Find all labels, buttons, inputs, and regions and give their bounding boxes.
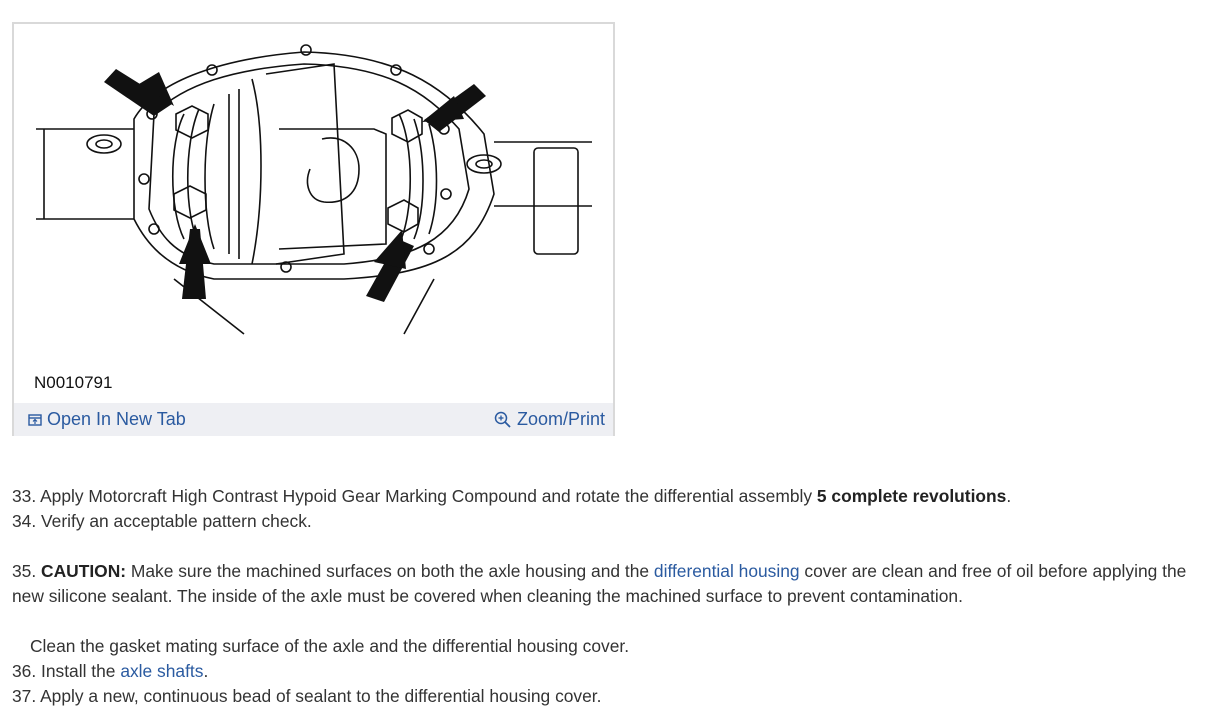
step-text: Apply Motorcraft High Contrast Hypoid Gear Marking Compound and rotate the differential assembly (40, 486, 817, 506)
step-text-end: . (1006, 486, 1012, 506)
figure-id: N0010791 (34, 373, 113, 392)
step-emphasis: 5 complete revolutions (816, 486, 1007, 506)
step-35 (12, 559, 1217, 609)
step-text-cont: cover are clean and free of oil before applying the new silicone sealant. The inside of the axle must be covered when cleaning the machined surface to prevent contamination. (12, 561, 1187, 606)
differential-illustration (14, 24, 613, 374)
procedure-steps (12, 484, 1217, 709)
step-number: 37. (12, 686, 37, 706)
caution-label: CAUTION: (41, 561, 127, 581)
step-37 (12, 684, 1217, 709)
step-36 (12, 659, 1217, 684)
figure-container (12, 22, 615, 436)
step-number: 35. (12, 561, 37, 581)
open-new-tab-icon (28, 413, 42, 427)
zoom-in-icon (494, 411, 512, 429)
zoom-print-link[interactable] (494, 409, 605, 430)
zoom-print-label: Zoom/Print (516, 409, 605, 429)
figure-toolbar (14, 403, 613, 436)
step-text: Make sure the machined surfaces on both the axle housing and the (126, 561, 654, 581)
step-number: 33. (12, 486, 37, 506)
step-text: Apply a new, continuous bead of sealant to the differential housing cover. (40, 686, 602, 706)
open-in-new-tab-label: Open In New Tab (47, 409, 186, 429)
step-number: 34. (12, 511, 37, 531)
open-in-new-tab-link[interactable] (28, 409, 186, 430)
step-text: Verify an acceptable pattern check. (41, 511, 312, 531)
step-text-end: . (203, 661, 209, 681)
step-number: 36. (12, 661, 37, 681)
step-34 (12, 509, 1217, 534)
axle-shafts-link[interactable]: axle shafts (120, 661, 204, 681)
step-35-substep: Clean the gasket mating surface of the axle and the differential housing cover. (30, 636, 630, 656)
differential-housing-link[interactable]: differential housing (653, 561, 800, 581)
step-text: Install the (41, 661, 121, 681)
step-33 (12, 484, 1217, 509)
